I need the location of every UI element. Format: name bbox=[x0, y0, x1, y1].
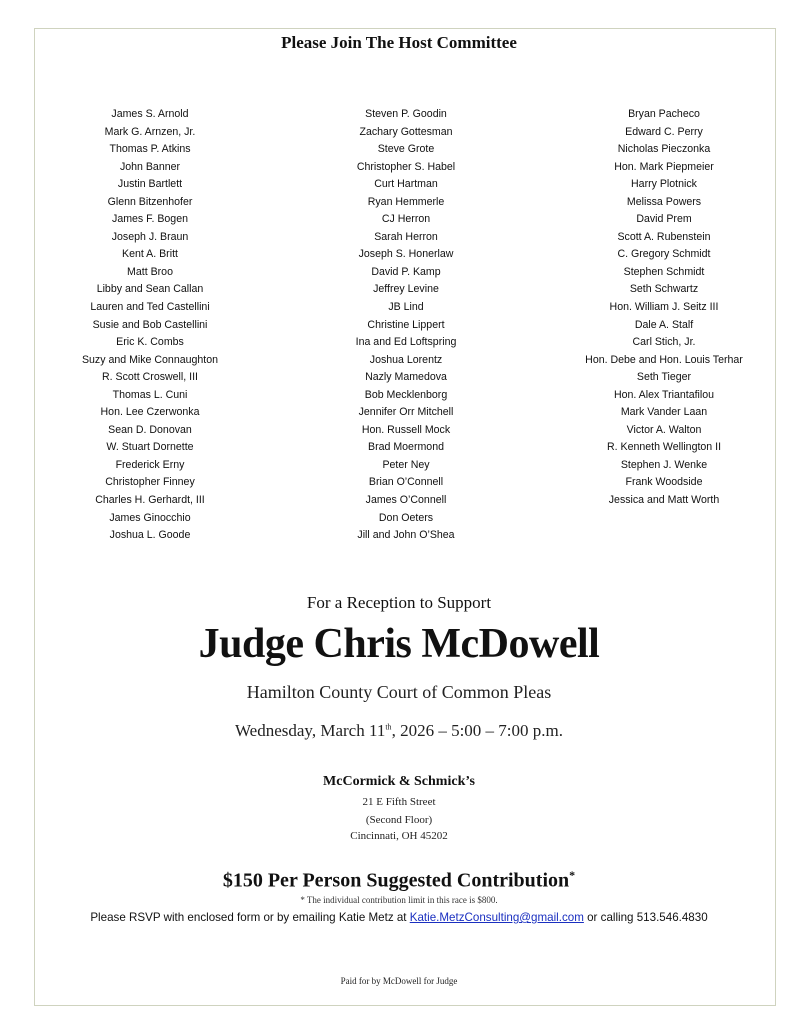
candidate-name: Judge Chris McDowell bbox=[198, 621, 600, 667]
committee-member: Hon. Russell Mock bbox=[361, 423, 451, 436]
committee-member: Melissa Powers bbox=[626, 195, 702, 208]
committee-member: Nazly Mamedova bbox=[365, 371, 447, 384]
committee-member: Christopher S. Habel bbox=[356, 160, 456, 173]
committee-member: Nicholas Pieczonka bbox=[617, 143, 711, 156]
committee-member: R. Kenneth Wellington II bbox=[606, 441, 722, 454]
rsvp-prefix: Please RSVP with enclosed form or by emailing Katie Metz at bbox=[90, 911, 410, 924]
committee-member: Frederick Erny bbox=[115, 458, 185, 471]
committee-member: Steve Grote bbox=[377, 143, 435, 156]
committee-member: Justin Bartlett bbox=[117, 178, 183, 191]
committee-member: James S. Arnold bbox=[111, 108, 189, 120]
venue-address-floor: (Second Floor) bbox=[365, 814, 433, 826]
committee-member: David P. Kamp bbox=[371, 265, 441, 278]
committee-member: Harry Plotnick bbox=[631, 178, 697, 191]
committee-member: Lauren and Ted Castellini bbox=[90, 301, 210, 314]
contribution-limit-note: * The individual contribution limit in this race is $800. bbox=[300, 895, 498, 905]
committee-member: Ina and Ed Loftspring bbox=[355, 336, 457, 349]
committee-member: David Prem bbox=[636, 213, 692, 226]
committee-member: Libby and Sean Callan bbox=[96, 283, 204, 296]
committee-member: Susie and Bob Castellini bbox=[92, 318, 208, 331]
committee-member: W. Stuart Dornette bbox=[106, 441, 194, 454]
rsvp-phone: or calling 513.546.4830 bbox=[583, 911, 708, 924]
committee-member: CJ Herron bbox=[381, 213, 431, 226]
committee-member: Bryan Pacheco bbox=[628, 108, 700, 120]
rsvp-email-link[interactable]: Katie.MetzConsulting@gmail.com bbox=[409, 911, 584, 924]
date-prefix: Wednesday, March 11 bbox=[235, 721, 386, 740]
committee-member: Dale A. Stalf bbox=[634, 318, 694, 331]
committee-column-3 bbox=[534, 106, 794, 510]
paid-for-disclaimer: Paid for by McDowell for Judge bbox=[340, 976, 458, 986]
committee-member: Joshua L. Goode bbox=[109, 529, 191, 542]
committee-column-1 bbox=[20, 106, 280, 545]
committee-member: Eric K. Combs bbox=[116, 336, 184, 349]
committee-member: Zachary Gottesman bbox=[359, 125, 453, 138]
committee-member: Hon. William J. Seitz III bbox=[609, 301, 719, 314]
committee-member: Don Oeters bbox=[378, 511, 434, 524]
committee-column-2 bbox=[276, 106, 536, 545]
committee-member: Christopher Finney bbox=[105, 476, 195, 489]
committee-member: Jennifer Orr Mitchell bbox=[358, 406, 454, 419]
committee-member: Brad Moermond bbox=[368, 441, 444, 454]
committee-member: JB Lind bbox=[388, 301, 424, 314]
committee-member: Mark Vander Laan bbox=[620, 406, 708, 419]
contribution-headline bbox=[0, 868, 798, 893]
committee-member: Scott A. Rubenstein bbox=[617, 230, 711, 243]
venue-address-street: 21 E Fifth Street bbox=[362, 796, 436, 808]
committee-member: Peter Ney bbox=[382, 458, 430, 471]
committee-member: Matt Broo bbox=[127, 265, 173, 278]
date-ordinal: th bbox=[385, 722, 392, 732]
rsvp-line bbox=[0, 911, 798, 924]
committee-member: James Ginocchio bbox=[109, 511, 191, 524]
committee-member: Frank Woodside bbox=[625, 476, 703, 489]
committee-member: R. Scott Croswell, III bbox=[102, 371, 198, 384]
committee-member: Brian O’Connell bbox=[368, 476, 444, 489]
committee-member: Curt Hartman bbox=[374, 178, 438, 191]
venue-name: McCormick & Schmick’s bbox=[323, 774, 475, 789]
page-title: Please Join The Host Committee bbox=[281, 33, 517, 52]
committee-member: Joseph J. Braun bbox=[111, 230, 189, 243]
committee-member: Thomas L. Cuni bbox=[112, 388, 188, 401]
committee-member: Christine Lippert bbox=[367, 318, 445, 331]
reception-intro: For a Reception to Support bbox=[306, 593, 492, 612]
committee-member: Glenn Bitzenhofer bbox=[107, 195, 193, 208]
committee-member: Bob Mecklenborg bbox=[364, 388, 448, 401]
contribution-asterisk: * bbox=[569, 868, 576, 882]
committee-member: Hon. Debe and Hon. Louis Terhar bbox=[585, 353, 743, 366]
committee-member: James O’Connell bbox=[365, 494, 447, 507]
committee-member: Kent A. Britt bbox=[122, 248, 178, 261]
committee-member: Carl Stich, Jr. bbox=[632, 336, 696, 349]
committee-member: Thomas P. Atkins bbox=[109, 143, 191, 156]
committee-member: Ryan Hemmerle bbox=[367, 195, 445, 208]
committee-member: Jeffrey Levine bbox=[373, 283, 439, 296]
committee-member: Seth Tieger bbox=[636, 371, 692, 384]
committee-member: James F. Bogen bbox=[112, 213, 188, 226]
committee-member: Mark G. Arnzen, Jr. bbox=[104, 125, 196, 138]
committee-member: Hon. Alex Triantafilou bbox=[613, 388, 715, 401]
committee-member: Jill and John O’Shea bbox=[357, 529, 455, 542]
committee-member: Seth Schwartz bbox=[629, 283, 699, 296]
event-date bbox=[0, 721, 798, 741]
contribution-text: $150 Per Person Suggested Contribution bbox=[222, 869, 570, 892]
committee-member: Charles H. Gerhardt, III bbox=[95, 494, 205, 507]
committee-member: Sarah Herron bbox=[374, 230, 438, 243]
committee-member: John Banner bbox=[119, 160, 181, 173]
committee-member: Hon. Mark Piepmeier bbox=[614, 160, 714, 173]
committee-member: Victor A. Walton bbox=[626, 423, 702, 436]
committee-member: C. Gregory Schmidt bbox=[617, 248, 711, 261]
date-time: , 2026 – 5:00 – 7:00 p.m. bbox=[391, 721, 563, 740]
committee-member: Steven P. Goodin bbox=[365, 108, 447, 120]
venue-address-city: Cincinnati, OH 45202 bbox=[350, 830, 448, 842]
committee-member: Sean D. Donovan bbox=[108, 423, 192, 436]
committee-member: Jessica and Matt Worth bbox=[608, 494, 720, 507]
committee-member: Joseph S. Honerlaw bbox=[358, 248, 454, 261]
committee-member: Joshua Lorentz bbox=[369, 353, 443, 366]
committee-member: Stephen J. Wenke bbox=[620, 458, 708, 471]
committee-member: Stephen Schmidt bbox=[623, 265, 705, 278]
committee-member: Edward C. Perry bbox=[625, 125, 703, 138]
committee-member: Hon. Lee Czerwonka bbox=[100, 406, 200, 419]
office-name: Hamilton County Court of Common Pleas bbox=[246, 682, 552, 702]
committee-member: Suzy and Mike Connaughton bbox=[81, 353, 219, 366]
